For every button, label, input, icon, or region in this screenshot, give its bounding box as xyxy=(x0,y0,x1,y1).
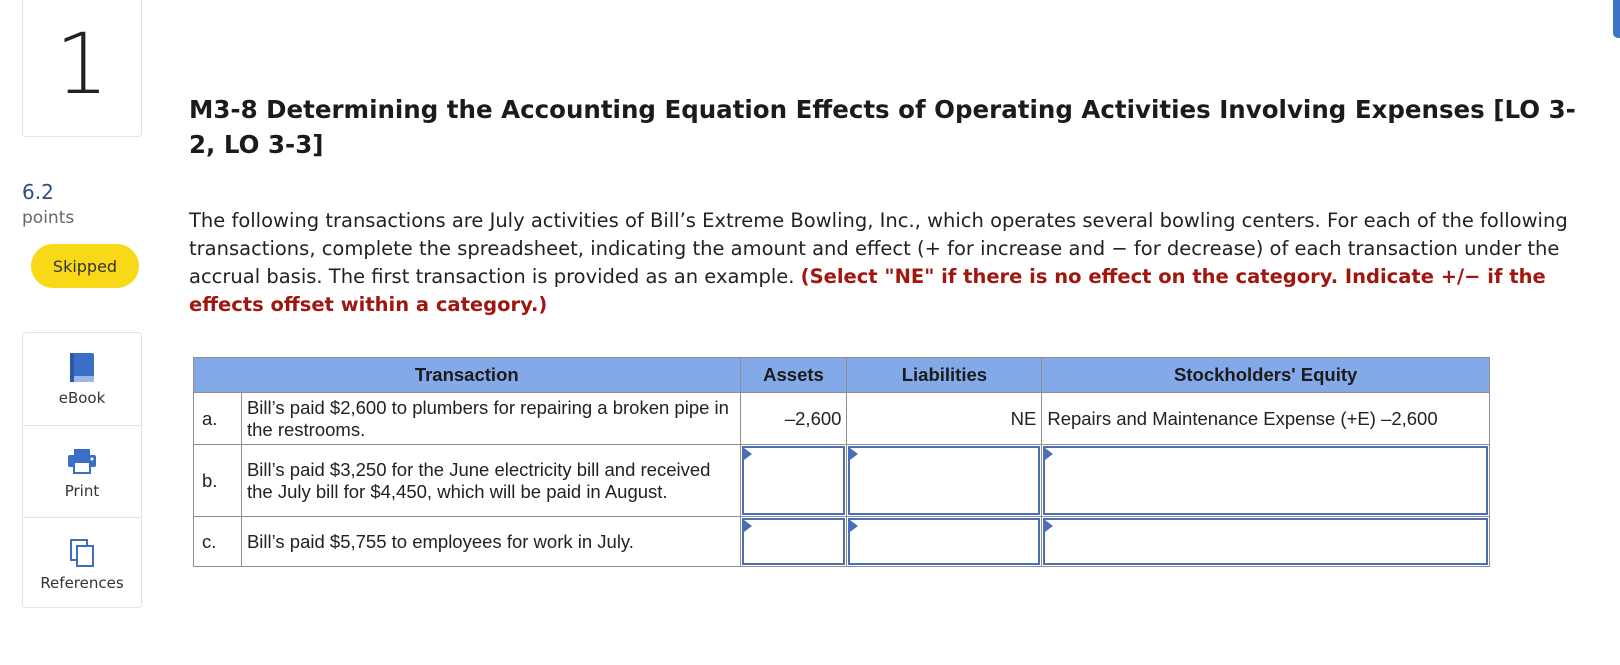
question-body xyxy=(189,207,1589,319)
references-label: References xyxy=(40,574,124,592)
header-assets: Assets xyxy=(740,358,847,393)
equity-input-cell xyxy=(1042,445,1490,517)
table-row xyxy=(194,393,1490,445)
equity-input[interactable] xyxy=(1043,446,1488,515)
liabilities-input-cell xyxy=(847,445,1042,517)
liabilities-input-cell xyxy=(847,517,1042,567)
table-header-row xyxy=(194,358,1490,393)
tools-panel xyxy=(22,332,142,608)
row-label: b. xyxy=(194,445,242,517)
print-button[interactable] xyxy=(23,425,141,517)
liabilities-input[interactable] xyxy=(848,446,1040,515)
equity-input[interactable] xyxy=(1043,518,1488,565)
table-row xyxy=(194,445,1490,517)
points-value: 6.2 xyxy=(22,180,54,204)
printer-icon xyxy=(66,444,98,478)
copy-icon xyxy=(68,536,96,570)
scroll-tab[interactable] xyxy=(1613,0,1620,38)
question-title: M3-8 Determining the Accounting Equation Effects of Operating Activities Involving Expenses [LO 3-2, LO 3-3] xyxy=(189,95,1576,159)
table-row xyxy=(194,517,1490,567)
transaction-description: Bill’s paid $5,755 to employees for work in July. xyxy=(241,517,740,567)
points-label: points xyxy=(22,208,75,228)
assets-input[interactable] xyxy=(742,446,846,515)
status-badge: Skipped xyxy=(31,244,139,288)
question-text: The following transactions are July activities of Bill’s Extreme Bowling, Inc., which operates several bowling centers. For each of the following transactions, complete the spreadsheet, indicating the amount and effect (+ for increase and − for decrease) of each transaction under the accrual basis. The first transaction is provided as an example. xyxy=(189,209,1568,288)
liabilities-value: NE xyxy=(847,393,1042,445)
header-equity: Stockholders' Equity xyxy=(1042,358,1490,393)
assets-value: –2,600 xyxy=(740,393,847,445)
row-label: a. xyxy=(194,393,242,445)
equity-value: Repairs and Maintenance Expense (+E) –2,600 xyxy=(1042,393,1490,445)
header-transaction: Transaction xyxy=(194,358,741,393)
question-number: 1 xyxy=(55,14,109,113)
references-button[interactable] xyxy=(23,517,141,609)
book-icon xyxy=(68,351,96,385)
question-number-box xyxy=(22,0,142,137)
assets-input[interactable] xyxy=(742,518,846,565)
accounting-spreadsheet xyxy=(193,357,1490,567)
header-liabilities: Liabilities xyxy=(847,358,1042,393)
question-instruction: (Select "NE" if there is no effect on the category. Indicate +/− if the effects offset within a category.) xyxy=(189,265,1546,316)
liabilities-input[interactable] xyxy=(848,518,1040,565)
equity-input-cell xyxy=(1042,517,1490,567)
assets-input-cell xyxy=(740,517,847,567)
ebook-label: eBook xyxy=(58,389,106,407)
print-label: Print xyxy=(64,482,100,500)
ebook-button[interactable] xyxy=(23,333,141,425)
transaction-description: Bill’s paid $3,250 for the June electricity bill and received the July bill for $4,450, which will be paid in August. xyxy=(241,445,740,517)
assets-input-cell xyxy=(740,445,847,517)
row-label: c. xyxy=(194,517,242,567)
transaction-description: Bill’s paid $2,600 to plumbers for repairing a broken pipe in the restrooms. xyxy=(241,393,740,445)
